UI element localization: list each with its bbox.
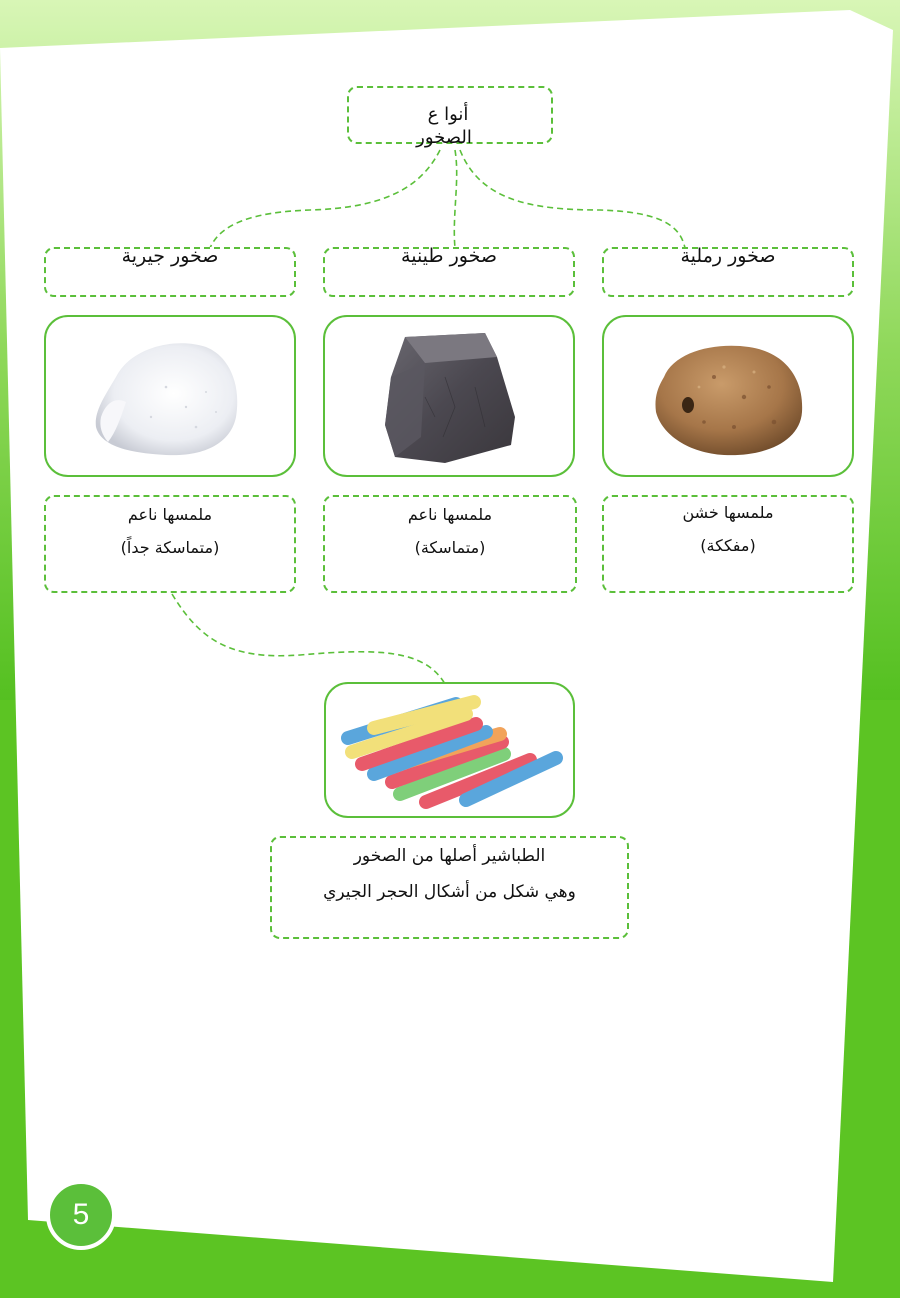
- sandstone-rock-image: [604, 317, 854, 477]
- rock-type-limestone: [44, 247, 296, 297]
- limestone-description: [44, 495, 296, 593]
- limestone-image-card: [44, 315, 296, 477]
- rock-type-sandstone: [602, 247, 854, 297]
- chalk-line-1: الطباشير أصلها من الصخور: [353, 846, 546, 866]
- texture-text: ملمسها ناعم: [127, 505, 213, 524]
- chalk-sticks-image: [326, 684, 575, 818]
- texture-text: ملمسها خشن: [682, 503, 774, 522]
- chalk-line-2: وهي شكل من أشكال الحجر الجيري: [323, 882, 576, 902]
- title-line-2: الصخور: [416, 127, 472, 148]
- rock-type-label: صخور رملية: [680, 245, 776, 267]
- cohesion-text: (متماسكة جداً): [120, 538, 220, 557]
- clay-rock-image: [325, 317, 575, 477]
- page-number: 5: [72, 1198, 90, 1231]
- page-number-badge: [46, 1180, 116, 1250]
- rock-type-label: صخور طينية: [401, 245, 497, 267]
- rock-type-label: صخور جيرية: [121, 245, 219, 267]
- chalk-image-card: [324, 682, 575, 818]
- texture-text: ملمسها ناعم: [407, 505, 493, 524]
- limestone-rock-image: [46, 317, 296, 477]
- title-line-1: أنوا ع: [427, 104, 469, 125]
- rock-type-clay: [323, 247, 575, 297]
- title-box: [347, 86, 553, 148]
- cohesion-text: (مفككة): [700, 536, 756, 555]
- sandstone-image-card: [602, 315, 854, 477]
- chalk-description: [270, 836, 629, 939]
- clay-image-card: [323, 315, 575, 477]
- sandstone-description: [602, 495, 854, 593]
- clay-description: [323, 495, 577, 593]
- cohesion-text: (متماسكة): [414, 538, 486, 557]
